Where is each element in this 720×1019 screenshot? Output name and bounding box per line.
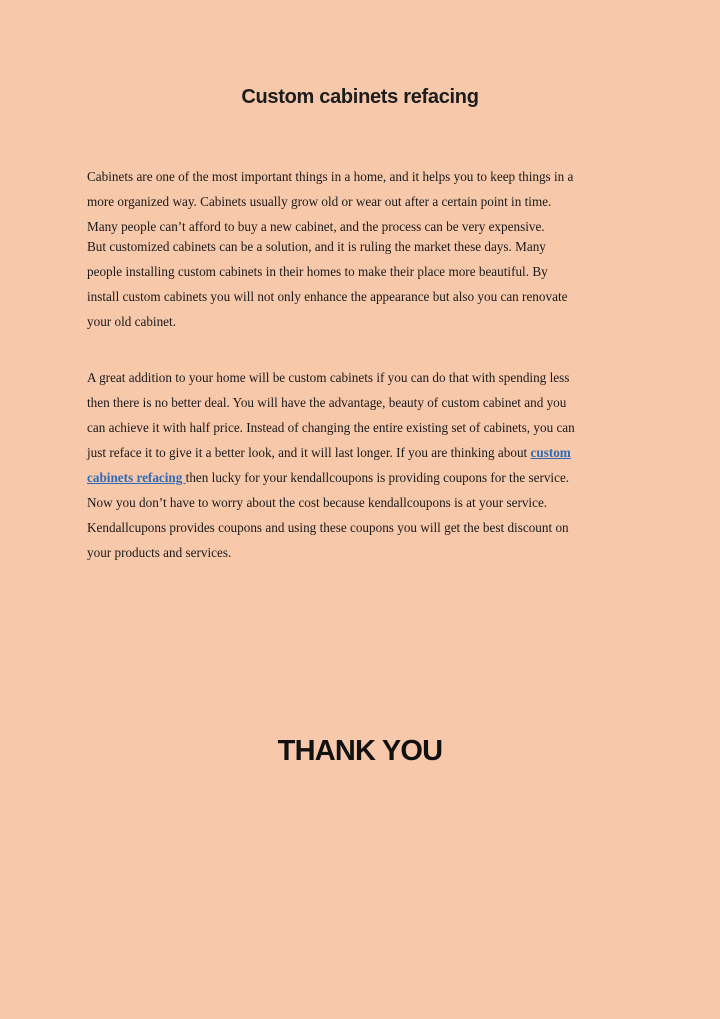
custom-cabinets-refacing-link[interactable]: cabinets refacing [87, 470, 186, 485]
paragraph-line: can achieve it with half price. Instead of changing the entire existing set of cabinets, you can [87, 420, 575, 435]
paragraph-line: your old cabinet. [87, 314, 176, 329]
paragraph-line: A great addition to your home will be custom cabinets if you can do that with spending less [87, 370, 570, 385]
paragraph-line: install custom cabinets you will not only enhance the appearance but also you can renovate [87, 289, 568, 304]
paragraph-line: Many people can’t afford to buy a new cabinet, and the process can be very expensive. [87, 219, 545, 234]
paragraph-line: Kendallcupons provides coupons and using these coupons you will get the best discount on [87, 520, 569, 535]
thank-you-heading: THANK YOU [277, 735, 443, 767]
paragraph-line: But customized cabinets can be a solution, and it is ruling the market these days. Many [87, 239, 546, 254]
paragraph-body [87, 365, 647, 565]
paragraph-line [87, 465, 647, 490]
paragraph-line: Cabinets are one of the most important things in a home, and it helps you to keep things in a [87, 169, 574, 184]
custom-cabinets-refacing-link[interactable]: custom [530, 445, 571, 460]
paragraph-line [87, 440, 647, 465]
paragraph-text: then lucky for your kendallcoupons is providing coupons for the service. [185, 470, 570, 485]
paragraph-line: then there is no better deal. You will have the advantage, beauty of custom cabinet and you [87, 395, 567, 410]
paragraph-intro [87, 164, 647, 334]
paragraph-line: people installing custom cabinets in their homes to make their place more beautiful. By [87, 264, 548, 279]
paragraph-line: more organized way. Cabinets usually grow old or wear out after a certain point in time. [87, 194, 552, 209]
paragraph-line: Now you don’t have to worry about the cost because kendallcoupons is at your service. [87, 495, 548, 510]
paragraph-text: just reface it to give it a better look, and it will last longer. If you are thinking about [87, 445, 531, 460]
page-title: Custom cabinets refacing [241, 86, 479, 108]
paragraph-line: your products and services. [87, 545, 232, 560]
